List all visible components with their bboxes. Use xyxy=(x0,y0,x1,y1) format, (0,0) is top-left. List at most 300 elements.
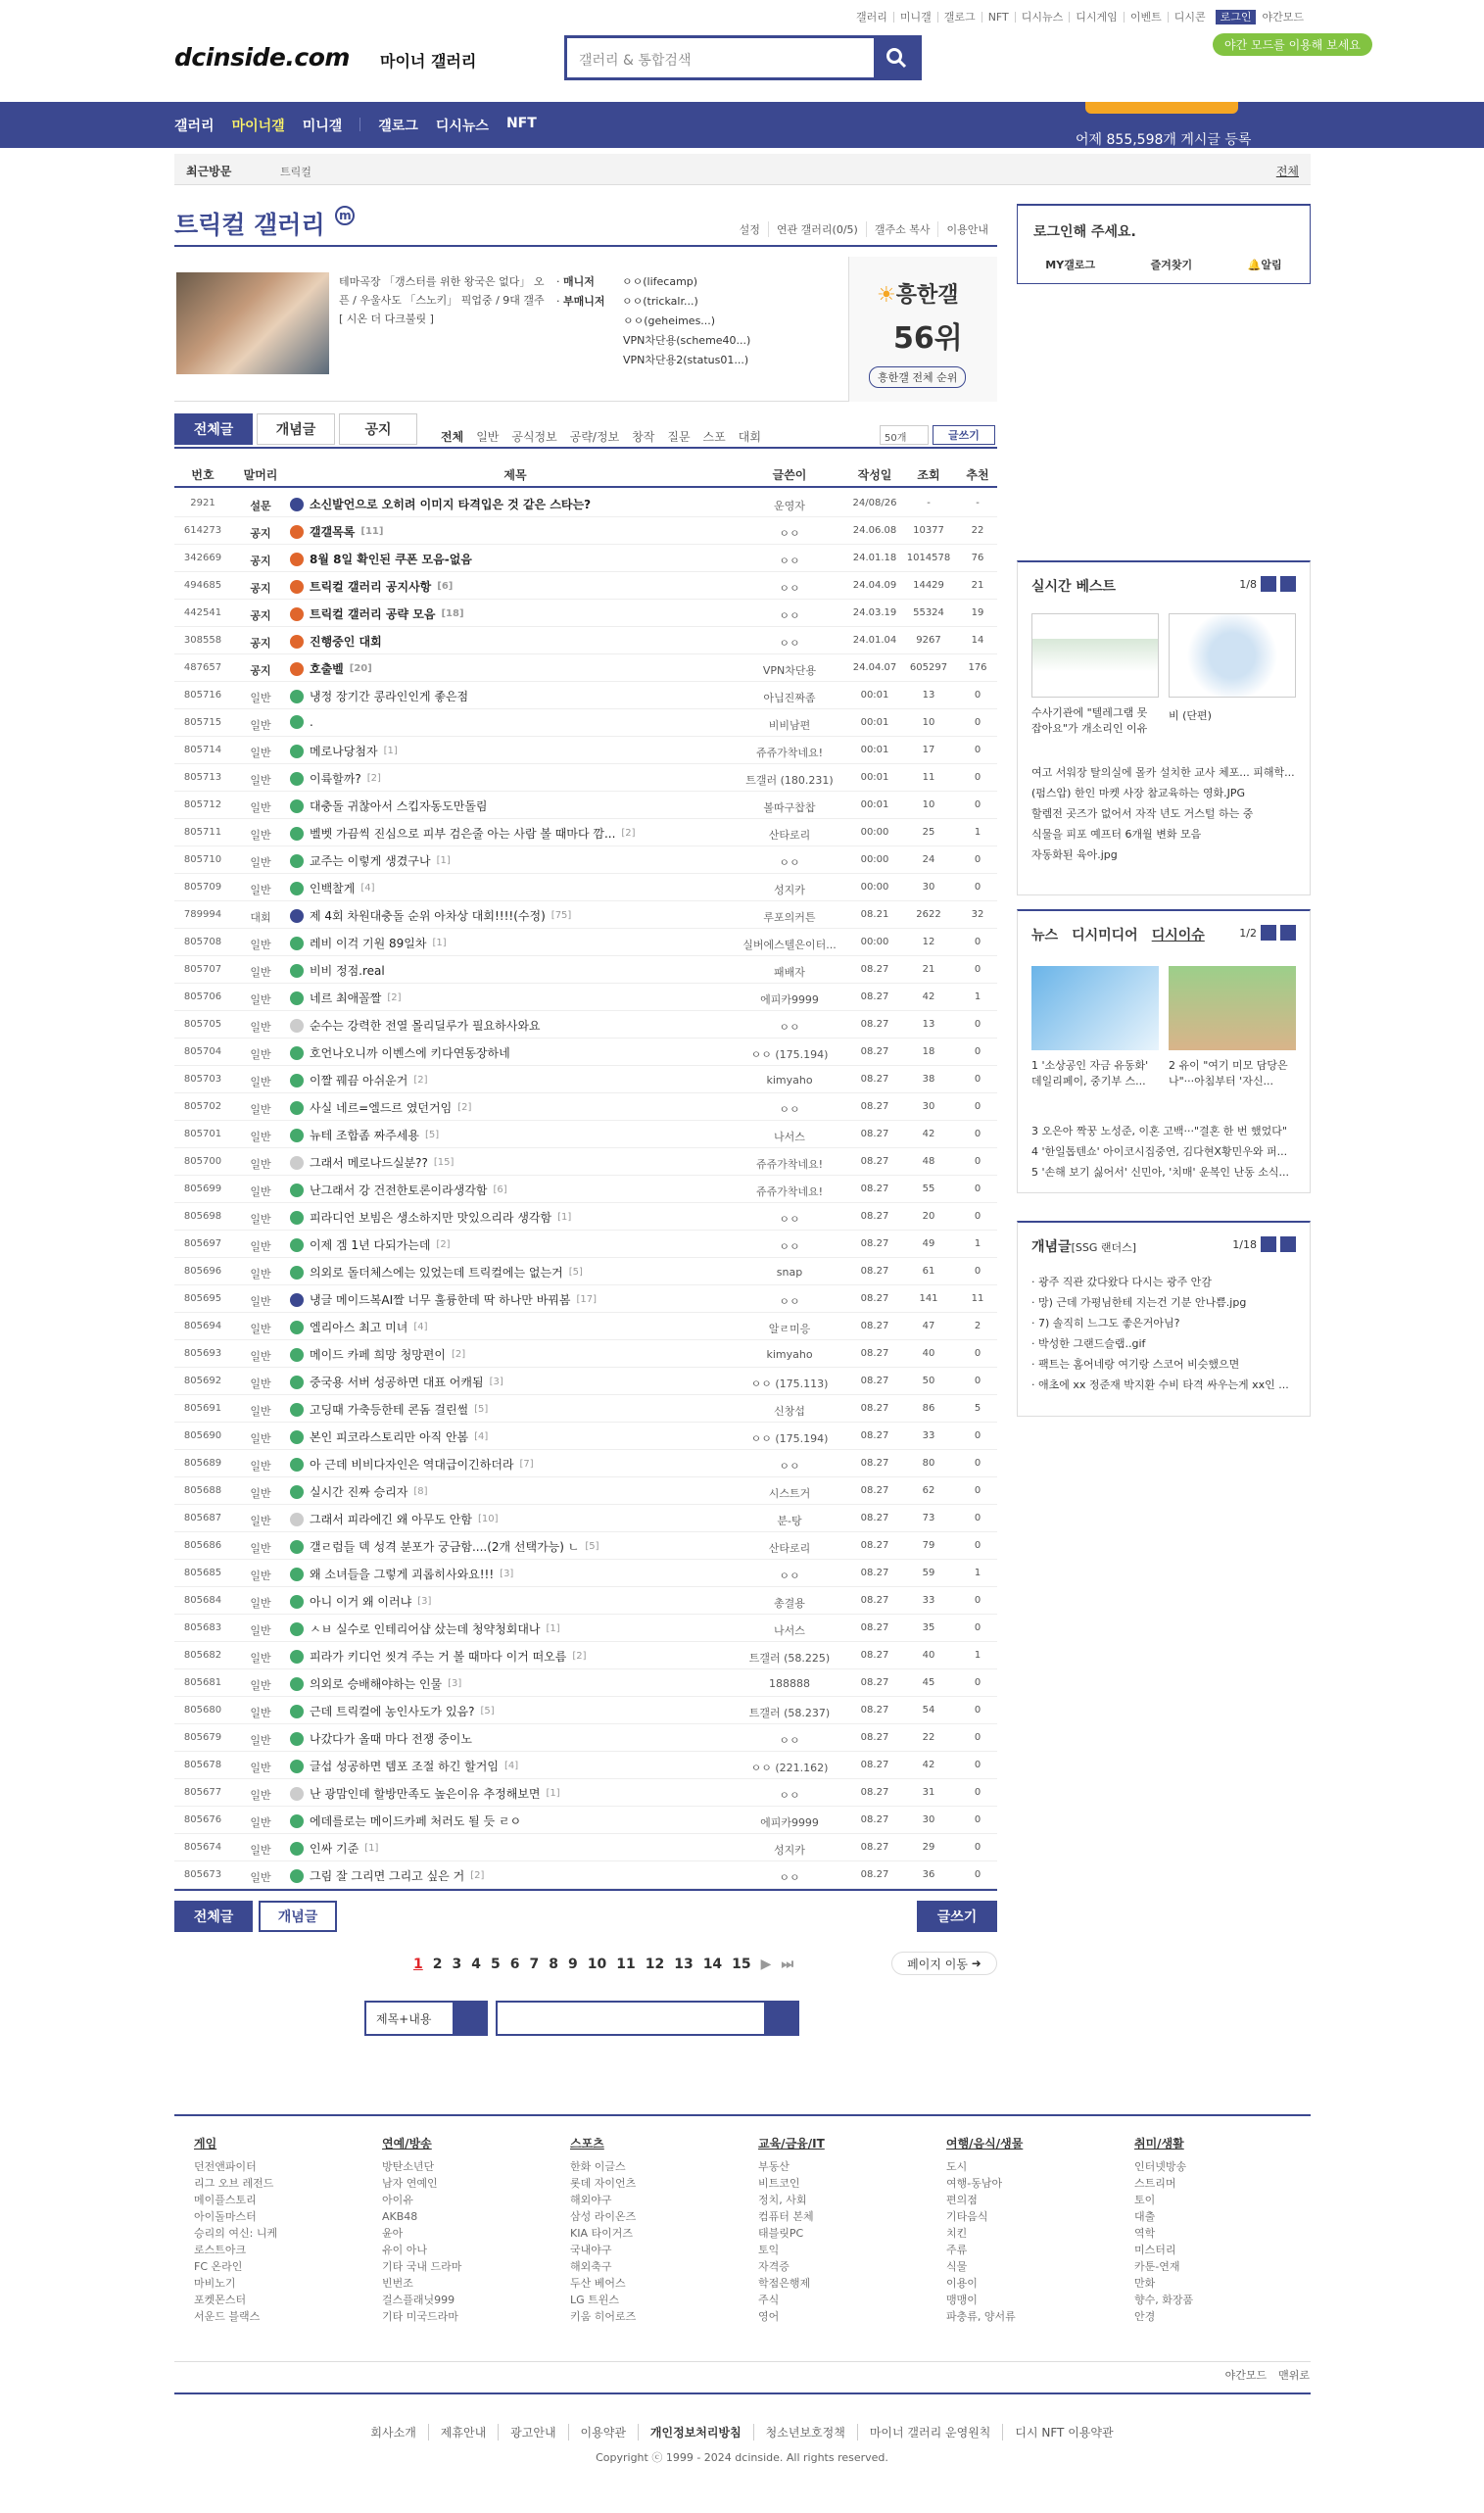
post-title-cell[interactable] xyxy=(290,1017,741,1034)
rank-all-button[interactable]: 흥한갤 전체 순위 xyxy=(869,366,966,388)
table-row[interactable] xyxy=(174,1697,997,1724)
post-title[interactable]: 에데를로는 메이드카페 처러도 될 듯 ㄹㅇ xyxy=(310,1814,522,1828)
footer-link[interactable]: 파충류, 양서류 xyxy=(946,2310,1016,2323)
table-row[interactable] xyxy=(174,1039,997,1066)
post-title-cell[interactable] xyxy=(290,1703,741,1719)
category-tab[interactable]: 일반 xyxy=(476,430,500,444)
table-row[interactable] xyxy=(174,682,997,709)
comment-count[interactable]: [6] xyxy=(437,581,454,592)
footer-link[interactable]: 윤아 xyxy=(382,2227,404,2240)
comment-count[interactable]: [3] xyxy=(500,1569,514,1579)
comment-count[interactable]: [3] xyxy=(489,1377,503,1387)
footer-link[interactable]: 메이플스토리 xyxy=(194,2194,257,2206)
post-writer[interactable]: 에피카9999 xyxy=(760,993,819,1006)
footer-link[interactable]: 포켓몬스터 xyxy=(194,2294,247,2306)
post-title[interactable]: 갤ㄹ럼들 덱 성격 분포가 궁금함....(2개 선택가능) ㄴ xyxy=(310,1540,580,1554)
post-writer[interactable]: 성지카 xyxy=(774,884,805,896)
post-writer[interactable]: 트갤러 (58.225) xyxy=(748,1652,831,1665)
best-caption[interactable]: 비 (단편) xyxy=(1169,709,1212,722)
util-link[interactable]: 갤로그 xyxy=(937,12,981,23)
table-row[interactable] xyxy=(174,1066,997,1093)
submanager-name[interactable]: ㅇㅇ(trickalr...) xyxy=(622,295,698,308)
post-title-cell[interactable] xyxy=(290,1758,741,1774)
footer-link[interactable]: 마이너 갤러리 운영원칙 xyxy=(857,2424,1003,2441)
footer-link[interactable]: 개인정보처리방침 xyxy=(638,2424,753,2441)
footer-link[interactable]: 여행-동남아 xyxy=(946,2177,1003,2190)
table-row[interactable] xyxy=(174,1615,997,1642)
post-title[interactable]: 고딩때 가축등한테 콘돔 걸린썰 xyxy=(310,1403,469,1417)
post-writer[interactable]: 성지카 xyxy=(774,1844,805,1857)
post-writer[interactable]: ㅇㅇ (221.162) xyxy=(750,1762,829,1774)
post-title-cell[interactable] xyxy=(290,1648,741,1665)
post-title[interactable]: 교주는 이렇게 생겼구나 xyxy=(310,854,431,868)
comment-count[interactable]: [75] xyxy=(551,910,572,921)
post-writer[interactable]: 쥬쥬가착네요! xyxy=(755,1185,824,1198)
footer-link[interactable]: 스트리머 xyxy=(1134,2177,1176,2190)
gallery-option[interactable]: 이용안내 xyxy=(937,221,996,237)
footer-link[interactable]: 기타음식 xyxy=(946,2210,988,2223)
post-writer[interactable]: kimyaho xyxy=(766,1074,813,1087)
comment-count[interactable]: [1] xyxy=(546,1623,560,1634)
post-writer[interactable]: ㅇㅇ xyxy=(779,582,800,595)
table-row[interactable] xyxy=(174,1642,997,1669)
post-title[interactable]: 뉴테 조합좀 짜주세용 xyxy=(310,1129,419,1142)
footer-link[interactable]: 기타 미국드라마 xyxy=(382,2310,458,2323)
footer-link[interactable]: 부동산 xyxy=(758,2160,790,2173)
footer-link[interactable]: 안경 xyxy=(1134,2310,1156,2323)
post-title-cell[interactable] xyxy=(290,1538,741,1555)
post-title[interactable]: 의외로 돌더체스에는 있었는데 트릭컬에는 없는거 xyxy=(310,1266,563,1280)
news-thumbnail[interactable] xyxy=(1031,966,1159,1050)
gallery-title[interactable] xyxy=(174,206,355,241)
category-tab[interactable]: 창작 xyxy=(632,430,655,444)
comment-count[interactable]: [1] xyxy=(383,746,398,756)
footer-column-title[interactable]: 게임 xyxy=(194,2137,217,2151)
comment-count[interactable]: [2] xyxy=(387,992,402,1003)
post-title-cell[interactable] xyxy=(290,1072,741,1088)
best-list-item[interactable]: 할렘전 곳즈가 없어서 자작 년도 거스털 하는 중 xyxy=(1031,807,1254,820)
table-row[interactable] xyxy=(174,709,997,737)
post-title[interactable]: 순수는 강력한 전열 몰리딜루가 필요하사와요 xyxy=(310,1019,541,1033)
table-row[interactable] xyxy=(174,1285,997,1313)
table-row[interactable] xyxy=(174,1176,997,1203)
footer-link[interactable]: 제휴안내 xyxy=(428,2424,498,2441)
scroll-top-link[interactable]: 맨위로 xyxy=(1278,2369,1310,2382)
post-writer[interactable]: 188888 xyxy=(769,1677,810,1690)
comment-count[interactable]: [4] xyxy=(360,883,375,894)
post-title-cell[interactable] xyxy=(290,1182,741,1198)
post-writer[interactable]: ㅇㅇ xyxy=(779,1871,800,1884)
footer-link[interactable]: 기타 국내 드라마 xyxy=(382,2260,462,2273)
footer-link[interactable]: 남자 연예인 xyxy=(382,2177,438,2190)
post-title-cell[interactable] xyxy=(290,1785,741,1802)
post-title[interactable]: 아 근데 비비다자인은 역대급이긴하더라 xyxy=(310,1458,514,1472)
page-link[interactable]: 14 xyxy=(702,1957,723,1972)
write-button-top[interactable]: 글쓰기 xyxy=(933,425,995,445)
comment-count[interactable]: [2] xyxy=(572,1651,587,1662)
page-link[interactable]: 11 xyxy=(616,1957,636,1972)
footer-link[interactable]: 토이 xyxy=(1134,2194,1156,2206)
list-count-select[interactable]: 50개 xyxy=(880,425,929,445)
post-writer[interactable]: ㅇㅇ xyxy=(779,555,800,567)
post-title-cell[interactable] xyxy=(290,1566,741,1582)
post-writer[interactable]: 트갤러 (180.231) xyxy=(745,774,834,787)
post-writer[interactable]: 아닙진짜좀 xyxy=(763,692,816,704)
comment-count[interactable]: [1] xyxy=(546,1788,560,1799)
post-title-cell[interactable] xyxy=(290,551,741,567)
post-title[interactable]: 벨벳 가끔씩 진심으로 피부 검은줄 아는 사람 볼 때마다 깜... xyxy=(310,827,616,841)
event-tab[interactable] xyxy=(1085,102,1238,114)
news-caption[interactable]: 2 유이 "여기 미모 담당은 나"···아침부터 '자신... xyxy=(1169,1059,1288,1087)
footer-link[interactable]: 마비노기 xyxy=(194,2277,236,2290)
table-row[interactable] xyxy=(174,846,997,874)
footer-link[interactable]: 방탄소년단 xyxy=(382,2160,435,2173)
post-title[interactable]: 나갔다가 올때 마다 전쟁 중이노 xyxy=(310,1732,472,1746)
util-link[interactable]: 갤러리 xyxy=(856,11,887,24)
page-link[interactable]: 10 xyxy=(587,1957,607,1972)
post-title-cell[interactable] xyxy=(290,1291,741,1308)
table-row[interactable] xyxy=(174,874,997,901)
category-tab[interactable]: 공식정보 xyxy=(511,430,557,444)
best-list-item[interactable]: 자동화된 육아.jpg xyxy=(1031,848,1118,861)
page-link[interactable]: 1 xyxy=(413,1957,423,1972)
footer-link[interactable]: 주류 xyxy=(946,2244,968,2256)
post-writer[interactable]: ㅇㅇ xyxy=(779,1021,800,1034)
footer-link[interactable]: 키움 히어로즈 xyxy=(570,2310,637,2323)
post-title[interactable]: 왜 소녀들을 그렇게 괴롭히사와요!!! xyxy=(310,1568,495,1581)
gallery-option[interactable]: 연관 갤러리(0/5) xyxy=(768,221,866,237)
page-link[interactable]: 12 xyxy=(645,1957,665,1972)
footer-link[interactable]: 자격증 xyxy=(758,2260,790,2273)
news-caption[interactable]: 1 '소상공인 자금 유동화' 데일리페이, 중기부 스... xyxy=(1031,1059,1149,1087)
post-title[interactable]: 호언나오니까 이벤스에 키다연동장하네 xyxy=(310,1046,510,1060)
post-title[interactable]: 레비 이걱 기원 89일차 xyxy=(310,937,427,950)
nav-item[interactable]: 갤로그 xyxy=(378,119,418,134)
post-title[interactable]: 인백찰게 xyxy=(310,882,356,895)
post-title[interactable]: 이륙할까? xyxy=(310,772,361,786)
table-row[interactable] xyxy=(174,1395,997,1423)
footer-link[interactable]: 식물 xyxy=(946,2260,968,2273)
post-title-cell[interactable] xyxy=(290,880,741,896)
post-title-cell[interactable] xyxy=(290,715,741,729)
post-writer[interactable]: VPN차단용 xyxy=(762,664,817,677)
post-title-cell[interactable] xyxy=(290,1812,741,1829)
night-mode-badge[interactable]: 야간 모드를 이용해 보세요 xyxy=(1213,33,1372,56)
comment-count[interactable]: [5] xyxy=(585,1541,599,1552)
post-title-cell[interactable] xyxy=(290,1483,741,1500)
table-row[interactable] xyxy=(174,1148,997,1176)
gallery-option[interactable]: 설정 xyxy=(739,223,760,236)
best-thumbnail[interactable] xyxy=(1169,613,1296,698)
post-writer[interactable]: 나서스 xyxy=(774,1624,805,1637)
post-title[interactable]: 갤갤목록 xyxy=(310,525,356,539)
post-title-cell[interactable] xyxy=(290,1127,741,1143)
post-title[interactable]: 그래서 메로나드실분?? xyxy=(310,1156,428,1170)
news-thumbnail[interactable] xyxy=(1169,966,1296,1050)
submanager-name[interactable]: VPN차단용2(status01...) xyxy=(623,354,749,366)
comment-count[interactable]: [4] xyxy=(474,1431,489,1442)
post-writer[interactable]: 쥬쥬가착네요! xyxy=(755,1158,824,1171)
post-writer[interactable]: ㅇㅇ xyxy=(779,637,800,650)
next-icon[interactable] xyxy=(1280,576,1296,592)
table-row[interactable] xyxy=(174,1807,997,1834)
footer-link[interactable]: 치킨 xyxy=(946,2227,968,2240)
gallery-option[interactable]: 갤주소 복사 xyxy=(866,221,938,237)
footer-link[interactable]: 이용이 xyxy=(946,2277,978,2290)
table-row[interactable] xyxy=(174,600,997,627)
table-row[interactable] xyxy=(174,1231,997,1258)
best-list-item[interactable]: 식물을 피포 예프터 6개월 변화 모음 xyxy=(1031,828,1202,841)
list-tab[interactable]: 공지 xyxy=(339,413,417,445)
footer-link[interactable]: 리그 오브 레전드 xyxy=(194,2177,274,2190)
table-row[interactable] xyxy=(174,1587,997,1615)
submanager-name[interactable]: ㅇㅇ(geheimes...) xyxy=(623,314,716,327)
comment-count[interactable]: [18] xyxy=(441,608,464,619)
comment-count[interactable]: [11] xyxy=(360,526,384,537)
post-title-cell[interactable] xyxy=(290,1374,741,1390)
comment-count[interactable]: [2] xyxy=(413,1075,428,1086)
comment-count[interactable]: [5] xyxy=(424,1130,440,1140)
post-writer[interactable]: 쥬쥬가착네요! xyxy=(755,747,824,759)
post-title-cell[interactable] xyxy=(290,1154,741,1171)
page-move-button[interactable] xyxy=(891,1952,997,1975)
concept-list-item[interactable]: · 7) 솔직히 느그도 좋은거아님? xyxy=(1031,1317,1180,1329)
post-title-cell[interactable] xyxy=(290,1675,741,1692)
post-title[interactable]: 냉글 메이드복AI짤 너무 훌륭한데 딱 하나만 바꿔봄 xyxy=(310,1293,571,1307)
post-title[interactable]: 그래서 피라에긴 왜 아무도 안함 xyxy=(310,1513,472,1526)
footer-link[interactable]: 컴퓨터 본체 xyxy=(758,2210,814,2223)
news-list-item[interactable]: 4 '한일톱텐쇼' 아이코시집중연, 김다현X황민우와 퍼... xyxy=(1031,1145,1288,1158)
post-title-cell[interactable] xyxy=(290,1401,741,1418)
table-row[interactable] xyxy=(174,901,997,929)
category-tab[interactable]: 대회 xyxy=(738,430,761,444)
table-row[interactable] xyxy=(174,792,997,819)
post-title[interactable]: 이제 겜 1년 다되가는데 xyxy=(310,1238,431,1252)
page-link[interactable]: 4 xyxy=(471,1957,481,1972)
post-title-cell[interactable] xyxy=(290,1593,741,1610)
category-tab[interactable]: 전체 xyxy=(441,430,464,444)
table-row[interactable] xyxy=(174,1313,997,1340)
table-row[interactable] xyxy=(174,490,997,517)
footer-column-title[interactable]: 연예/방송 xyxy=(382,2137,432,2151)
post-title[interactable]: 이짤 꿰끔 아쉬운거 xyxy=(310,1074,408,1087)
post-title[interactable]: 중국용 서버 성공하면 대표 어캐됨 xyxy=(310,1376,484,1389)
post-writer[interactable]: ㅇㅇ (175.194) xyxy=(750,1048,829,1061)
post-title[interactable]: 엘리아스 최고 미녀 xyxy=(310,1321,408,1334)
category-tab[interactable]: 질문 xyxy=(667,430,691,444)
table-row[interactable] xyxy=(174,1505,997,1532)
comment-count[interactable]: [3] xyxy=(417,1596,432,1607)
footer-link[interactable]: 인터넷방송 xyxy=(1134,2160,1187,2173)
comment-count[interactable]: [5] xyxy=(480,1706,495,1716)
best-list-item[interactable]: (펌스압) 한인 마켓 사장 참교육하는 영화.JPG xyxy=(1031,787,1245,799)
prev-icon[interactable] xyxy=(1261,925,1276,941)
footer-column-title[interactable]: 여행/음식/생물 xyxy=(946,2137,1024,2151)
footer-link[interactable]: 삼성 라이온즈 xyxy=(570,2210,637,2223)
bottom-search-input[interactable] xyxy=(496,2001,799,2036)
best-thumbnail[interactable] xyxy=(1031,613,1159,698)
post-title-cell[interactable] xyxy=(290,605,741,622)
table-row[interactable] xyxy=(174,1834,997,1861)
post-title[interactable]: 난 광맘인데 할방만족도 높은이유 추정해보면 xyxy=(310,1787,541,1801)
search-icon[interactable] xyxy=(764,2003,797,2034)
concept-posts-button[interactable]: 개념글 xyxy=(259,1901,337,1932)
post-title-cell[interactable] xyxy=(290,1840,741,1857)
table-row[interactable] xyxy=(174,1560,997,1587)
page-link[interactable]: 7 xyxy=(529,1957,540,1972)
comment-count[interactable]: [2] xyxy=(366,773,381,784)
footer-link[interactable]: 로스트아크 xyxy=(194,2244,247,2256)
top-search-input[interactable] xyxy=(564,35,922,80)
post-title[interactable]: 메이드 카페 희망 청망편이 xyxy=(310,1348,446,1362)
comment-count[interactable]: [2] xyxy=(470,1870,485,1881)
nav-item[interactable]: 마이너갤 xyxy=(231,119,285,134)
footer-link[interactable]: KIA 타이거즈 xyxy=(570,2227,633,2240)
comment-count[interactable]: [5] xyxy=(568,1267,583,1278)
post-title-cell[interactable] xyxy=(290,852,741,869)
comment-count[interactable]: [1] xyxy=(436,855,451,866)
post-title[interactable]: 호출벨 xyxy=(310,662,344,676)
footer-link[interactable]: 정치, 사회 xyxy=(758,2194,807,2206)
footer-link[interactable]: 카툰-연재 xyxy=(1134,2260,1180,2273)
footer-link[interactable]: 학점은행제 xyxy=(758,2277,811,2290)
table-row[interactable] xyxy=(174,1423,997,1450)
comment-count[interactable]: [20] xyxy=(349,663,372,674)
post-writer[interactable]: 나서스 xyxy=(774,1131,805,1143)
footer-link[interactable]: 승리의 여신: 니케 xyxy=(194,2227,278,2240)
footer-link[interactable]: 토익 xyxy=(758,2244,780,2256)
recent-gallery-link[interactable]: 트릭컬 xyxy=(280,166,311,178)
nav-item[interactable]: NFT xyxy=(505,116,537,131)
comment-count[interactable]: [5] xyxy=(474,1404,489,1415)
post-title-cell[interactable] xyxy=(290,1867,741,1884)
post-title[interactable]: 난그래서 강 건전한토론이라생각함 xyxy=(310,1184,488,1197)
footer-column-title[interactable]: 교육/금융/IT xyxy=(758,2137,825,2151)
footer-column-title[interactable]: 스포츠 xyxy=(570,2137,604,2151)
table-row[interactable] xyxy=(174,1368,997,1395)
post-writer[interactable]: 산타로리 xyxy=(768,1542,811,1555)
post-writer[interactable]: 산타로리 xyxy=(768,829,811,842)
favorites-link[interactable]: 즐겨찾기 xyxy=(1150,259,1193,271)
nav-item[interactable]: 갤러리 xyxy=(174,119,215,134)
post-writer[interactable]: ㅇㅇ xyxy=(779,1295,800,1308)
post-writer[interactable]: ㅇㅇ xyxy=(779,1103,800,1116)
table-row[interactable] xyxy=(174,572,997,600)
recent-visit-label[interactable]: 최근방문 xyxy=(186,165,232,178)
post-title[interactable]: 피라디언 보빔은 생소하지만 맛있으리라 생각함 xyxy=(310,1211,552,1225)
news-list-item[interactable]: 5 '손해 보기 싫어서' 신민아, '치매' 운복인 난동 소식... xyxy=(1031,1166,1289,1179)
write-button[interactable]: 글쓰기 xyxy=(917,1901,997,1932)
footer-link[interactable]: 만화 xyxy=(1134,2277,1156,2290)
notification-link[interactable] xyxy=(1248,257,1282,272)
post-writer[interactable]: ㅇㅇ (175.113) xyxy=(750,1377,829,1390)
footer-link[interactable]: AKB48 xyxy=(382,2210,418,2223)
post-title[interactable]: 제 4회 차원대충돌 순위 아차상 대회!!!!(수정) xyxy=(310,909,546,923)
post-title[interactable]: 글섭 성공하면 템포 조절 하긴 할거임 xyxy=(310,1760,499,1773)
table-row[interactable] xyxy=(174,956,997,984)
post-writer[interactable]: 알ㄹ미응 xyxy=(768,1323,811,1335)
post-title-cell[interactable] xyxy=(290,1428,741,1445)
table-row[interactable] xyxy=(174,654,997,682)
post-title-cell[interactable] xyxy=(290,797,741,814)
category-tab[interactable]: 스포 xyxy=(702,430,726,444)
post-title-cell[interactable] xyxy=(290,1236,741,1253)
page-link[interactable]: 9 xyxy=(568,1957,578,1972)
comment-count[interactable]: [1] xyxy=(557,1212,572,1223)
post-title-cell[interactable] xyxy=(290,578,741,595)
util-link[interactable]: 디시뉴스 xyxy=(1015,12,1070,23)
post-title[interactable]: 의외로 승배해야하는 인물 xyxy=(310,1677,443,1691)
post-writer[interactable]: ㅇㅇ xyxy=(779,856,800,869)
table-row[interactable] xyxy=(174,1477,997,1505)
last-page-icon[interactable]: ⏭ xyxy=(781,1957,794,1972)
post-writer[interactable]: 총결용 xyxy=(774,1597,805,1610)
concept-list-item[interactable]: · 팩트는 홈어네랑 여기랑 스코어 비슷했으면 xyxy=(1031,1358,1240,1371)
post-writer[interactable]: ㅇㅇ xyxy=(779,527,800,540)
post-writer[interactable]: 실버에스텔은이터... xyxy=(742,939,837,951)
post-title[interactable]: 메로나당첨자 xyxy=(310,745,378,758)
comment-count[interactable]: [2] xyxy=(621,828,636,839)
post-title[interactable]: 대충돌 귀찮아서 스킵자동도만돌림 xyxy=(310,799,488,813)
my-gallog-link[interactable]: MY갤로그 xyxy=(1045,259,1096,271)
footer-link[interactable]: 청소년보호정책 xyxy=(753,2424,857,2441)
tab-dc-media[interactable]: 디시미디어 xyxy=(1072,928,1138,943)
post-writer[interactable]: 루포의커튼 xyxy=(763,911,816,924)
post-title[interactable]: 트릭컬 갤러리 공지사항 xyxy=(310,580,432,594)
post-writer[interactable]: 분-탕 xyxy=(777,1515,802,1527)
post-writer[interactable]: 에피카9999 xyxy=(760,1816,819,1829)
util-link[interactable]: 디시게임 xyxy=(1069,12,1124,23)
manager-name[interactable]: ㅇㅇ(lifecamp) xyxy=(622,275,698,288)
footer-column-title[interactable]: 취미/생활 xyxy=(1134,2137,1184,2151)
util-link[interactable]: NFT xyxy=(981,12,1015,23)
page-link[interactable]: 15 xyxy=(732,1957,751,1972)
table-row[interactable] xyxy=(174,737,997,764)
table-row[interactable] xyxy=(174,929,997,956)
footer-link[interactable]: 대출 xyxy=(1134,2210,1156,2223)
post-writer[interactable]: ㅇㅇ xyxy=(779,1213,800,1226)
comment-count[interactable]: [4] xyxy=(413,1322,428,1332)
table-row[interactable] xyxy=(174,517,997,545)
footer-link[interactable]: 광고안내 xyxy=(498,2424,567,2441)
post-writer[interactable]: ㅇㅇ xyxy=(779,1460,800,1473)
footer-link[interactable]: 영어 xyxy=(758,2310,780,2323)
post-title-cell[interactable] xyxy=(290,1209,741,1226)
post-title-cell[interactable] xyxy=(290,496,741,512)
table-row[interactable] xyxy=(174,764,997,792)
table-row[interactable] xyxy=(174,1752,997,1779)
logo-subtitle[interactable]: 마이너 갤러리 xyxy=(380,52,477,71)
post-title[interactable]: 실시간 진짜 승리자 xyxy=(310,1485,408,1499)
footer-link[interactable]: 편의점 xyxy=(946,2194,978,2206)
next-icon[interactable] xyxy=(1280,1236,1296,1252)
post-writer[interactable]: 볼따구찹찹 xyxy=(763,801,816,814)
post-title-cell[interactable] xyxy=(290,1319,741,1335)
footer-link[interactable]: 유이 아나 xyxy=(382,2244,428,2256)
post-title[interactable]: 트릭컬 갤러리 공략 모음 xyxy=(310,607,436,621)
post-writer[interactable]: snap xyxy=(776,1266,803,1279)
prev-icon[interactable] xyxy=(1261,576,1276,592)
comment-count[interactable]: [4] xyxy=(503,1761,519,1771)
post-writer[interactable]: 패배자 xyxy=(774,966,805,979)
page-link[interactable]: 8 xyxy=(549,1957,558,1972)
post-title[interactable]: 피라가 키디언 씻겨 주는 거 볼 때마다 이거 떠오름 xyxy=(310,1650,567,1664)
post-title-cell[interactable] xyxy=(290,1099,741,1116)
footer-link[interactable]: 롯데 자이언츠 xyxy=(570,2177,637,2190)
post-title[interactable]: 네르 최애꼴짤 xyxy=(310,991,382,1005)
post-writer[interactable]: kimyaho xyxy=(766,1348,813,1361)
best-caption[interactable]: 수사기관에 "텔레그램 못 잡아요"가 개소리인 이유 xyxy=(1031,706,1148,735)
